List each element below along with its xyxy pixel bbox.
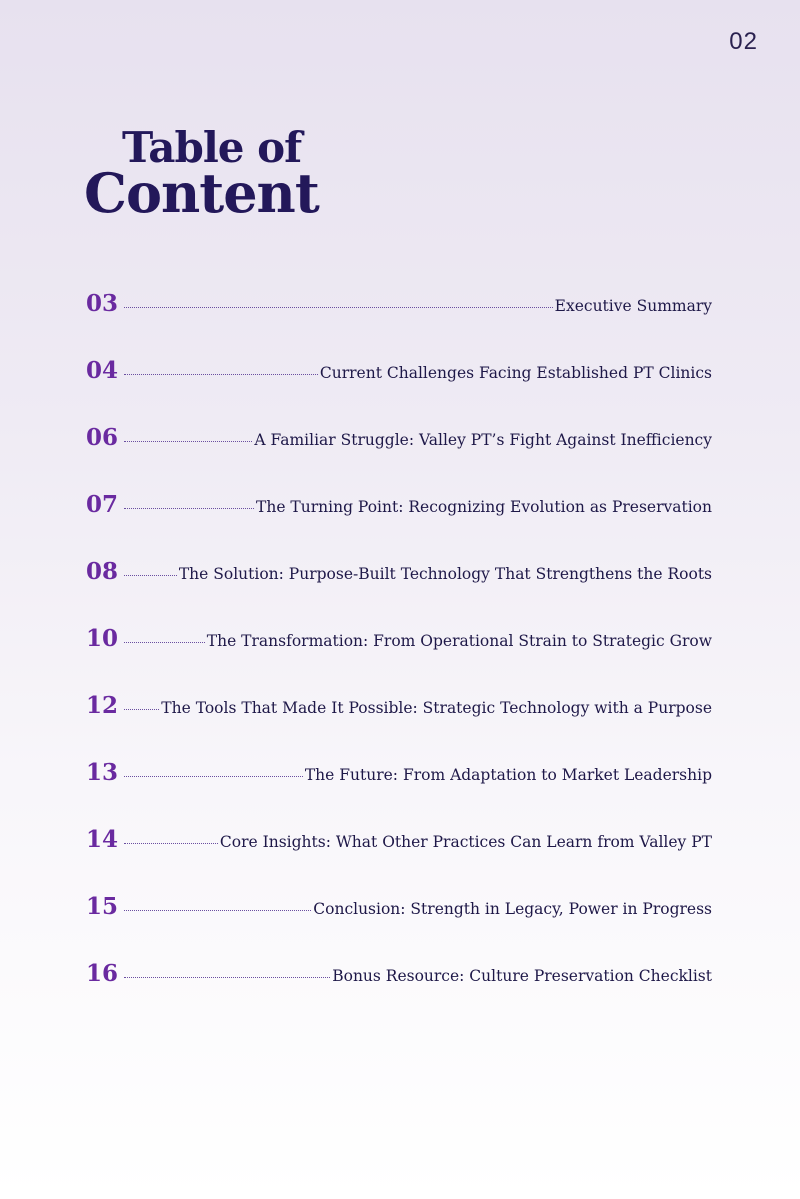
toc-entry-title: A Familiar Struggle: Valley PT’s Fight Against Inefficiency: [254, 431, 712, 449]
dot-leader: [124, 441, 252, 442]
page-number: 02: [729, 28, 758, 55]
dot-leader: [124, 977, 330, 978]
toc-page-number: 12: [86, 692, 119, 719]
dot-leader: [124, 910, 311, 911]
toc-entry[interactable]: [86, 893, 712, 960]
toc-page-number: 15: [86, 893, 119, 920]
toc-entry[interactable]: [86, 625, 712, 692]
table-of-contents: [86, 290, 712, 1027]
dot-leader: [124, 307, 553, 308]
dot-leader: [124, 374, 318, 375]
dot-leader: [124, 575, 177, 576]
dot-leader: [124, 508, 254, 509]
dot-leader: [124, 642, 205, 643]
toc-entry[interactable]: [86, 960, 712, 1027]
toc-page-number: 04: [86, 357, 119, 384]
toc-entry-title: The Tools That Made It Possible: Strategic Technology with a Purpose: [161, 699, 712, 717]
toc-page-number: 10: [86, 625, 119, 652]
toc-entry-title: The Turning Point: Recognizing Evolution as Preservation: [256, 498, 712, 516]
toc-entry-title: The Future: From Adaptation to Market Leadership: [304, 766, 712, 784]
toc-entry-title: The Transformation: From Operational Strain to Strategic Grow: [206, 632, 712, 650]
toc-entry-title: Executive Summary: [554, 297, 712, 315]
toc-page-number: 06: [86, 424, 119, 451]
page-title-line2: Content: [84, 160, 319, 225]
toc-page-number: 07: [86, 491, 119, 518]
toc-entry[interactable]: [86, 357, 712, 424]
toc-entry-title: The Solution: Purpose-Built Technology That Strengthens the Roots: [178, 565, 712, 583]
toc-page-number: 13: [86, 759, 119, 786]
toc-entry[interactable]: [86, 558, 712, 625]
toc-entry[interactable]: [86, 826, 712, 893]
toc-entry-title: Conclusion: Strength in Legacy, Power in Progress: [313, 900, 712, 918]
toc-page-number: 16: [86, 960, 119, 987]
page-title-line1: Table of: [122, 123, 302, 172]
toc-page-number: 03: [86, 290, 119, 317]
toc-entry[interactable]: [86, 759, 712, 826]
dot-leader: [124, 843, 218, 844]
dot-leader: [124, 776, 303, 777]
dot-leader: [124, 709, 159, 710]
toc-entry[interactable]: [86, 692, 712, 759]
toc-page-number: 08: [86, 558, 119, 585]
toc-entry[interactable]: [86, 424, 712, 491]
toc-entry[interactable]: [86, 290, 712, 357]
toc-page-number: 14: [86, 826, 119, 853]
toc-entry-title: Bonus Resource: Culture Preservation Checklist: [332, 967, 712, 985]
toc-entry-title: Current Challenges Facing Established PT Clinics: [319, 364, 712, 382]
toc-entry[interactable]: [86, 491, 712, 558]
toc-entry-title: Core Insights: What Other Practices Can Learn from Valley PT: [219, 833, 712, 851]
page-title: [84, 123, 319, 225]
